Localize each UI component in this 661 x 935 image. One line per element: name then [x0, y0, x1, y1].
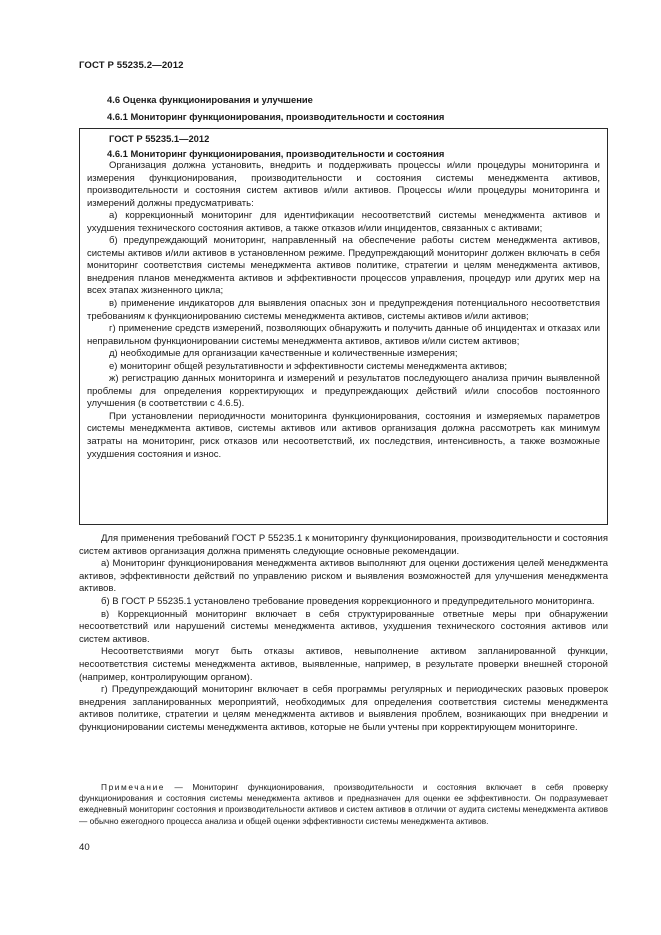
body-paragraph: Для применения требований ГОСТ Р 55235.1 к мониторингу функционирования, производительности и состояния систем активов организация должна применять следующие основные рекомендации.	[79, 533, 608, 557]
quoted-paragraph: е) мониторинг общей результативности и эффективности системы менеджмента активов;	[109, 360, 508, 372]
page-number: 40	[79, 842, 90, 853]
quoted-section-heading: 4.6.1 Мониторинг функционирования, производительности и состояния	[107, 148, 445, 159]
quoted-paragraph: При установлении периодичности мониторинга функционирования, состояния и измеряемых параметров системы менеджмента активов, системы активов или активов организация должна рассмотреть как минимум затраты на мониторинг, риск отказов или несоответствий, их последствия, интенсивность, а также возможные ухудшения состояния и износ.	[87, 410, 600, 460]
main-body-text	[79, 533, 608, 735]
quoted-standard-title: ГОСТ Р 55235.1—2012	[109, 133, 210, 144]
quoted-paragraph: г) применение средств измерений, позволяющих обнаружить и получить данные об инцидентах и отказах или неправильном функционировании системы менеджмента активов, активов и/или систем активов;	[87, 323, 600, 347]
section-heading-4-6: 4.6 Оценка функционирования и улучшение	[107, 94, 313, 105]
note-block	[79, 782, 608, 827]
body-paragraph: а) Мониторинг функционирования менеджмента активов выполняют для оценки достижения целей менеджмента активов, эффективности действий по управлению риском и выявления возможностей для улучшения менеджмента активов.	[79, 558, 608, 595]
section-heading-4-6-1: 4.6.1 Мониторинг функционирования, производительности и состояния	[107, 111, 445, 122]
body-paragraph: в) Коррекционный мониторинг включает в себя структурированные ответные меры при обнаружении несоответствий или нарушений системы менеджмента активов, ухудшения технического состояния активов или систем активов.	[79, 608, 608, 645]
quoted-paragraph: в) применение индикаторов для выявления опасных зон и предупреждения потенциального несоответствия требованиям к функционированию системы менеджмента активов, системы активов и/или активов;	[87, 298, 600, 322]
body-paragraph: г) Предупреждающий мониторинг включает в себя программы регулярных и периодических разовых проверок внедрения запланированных мероприятий, необходимых для определения соответствия системы менеджмента активов политике, стратегии и целям менеджмента активов и выявления проблем, возникающих при внедрении и функционировании системы менеджмента активов, которые не были учтены при корректирующем мониторинге.	[79, 684, 608, 733]
quoted-paragraph: б) предупреждающий мониторинг, направленный на обеспечение работы систем менеджмента активов, системы активов и/или активов в установленном режиме. Предупреждающий мониторинг должен включать в себя мониторинг соответствия системы менеджмента активов политике, стратегии и целям менеджмента активов, внедрения планов менеджмента активов и эффективности процессов управления, процедур или других мер на всех этапах жизненного цикла;	[87, 235, 600, 297]
document-code-header: ГОСТ Р 55235.2—2012	[79, 60, 184, 71]
note-label: Примечание	[101, 782, 166, 792]
quoted-paragraph: а) коррекционный мониторинг для идентификации несоответствий системы менеджмента активов и ухудшения технического состояния активов, а также отказов и/или инцидентов, связанных с активами;	[87, 210, 600, 234]
body-paragraph: Несоответствиями могут быть отказы активов, невыполнение активом запланированной функции, несоответствия системы менеджмента активов, выявленные, например, в результате проверки внешней стороной (например, контролирующим органом).	[79, 646, 608, 683]
quoted-paragraph: д) необходимые для организации качественные и количественные измерения;	[109, 348, 458, 360]
body-paragraph: б) В ГОСТ Р 55235.1 установлено требование проведения коррекционного и предупредительного мониторинга.	[101, 595, 595, 607]
quoted-paragraph: ж) регистрацию данных мониторинга и измерений и результатов последующего анализа причин выявленной проблемы для определения корректирующих и предупреждающих действий и/или способов постоянного улучшения (в соответствии с 4.6.5).	[87, 373, 600, 410]
note-text: — Мониторинг функционирования, производительности и состояния включает в себя проверку функционирования и состояния системы менеджмента активов и предназначен для оценки ее эффективности. Он подразумевает ежедневный мониторинг состояния и производительности активов и систем активов в отличии от аудита системы менеджмента активов — обычно ежегодного процесса анализа и общей оценки эффективности системы менеджмента активов.	[79, 782, 608, 826]
note-paragraph	[79, 782, 608, 827]
quoted-paragraph: Организация должна установить, внедрить и поддерживать процессы и/или процедуры мониторинга и измерения функционирования, производительности и состояния системы менеджмента активов, производительности и состояния систем активов и/или активов. Процессы и/или процедуры мониторинга и измерений должны предусматривать:	[87, 160, 600, 209]
quoted-standard-text	[87, 160, 600, 461]
